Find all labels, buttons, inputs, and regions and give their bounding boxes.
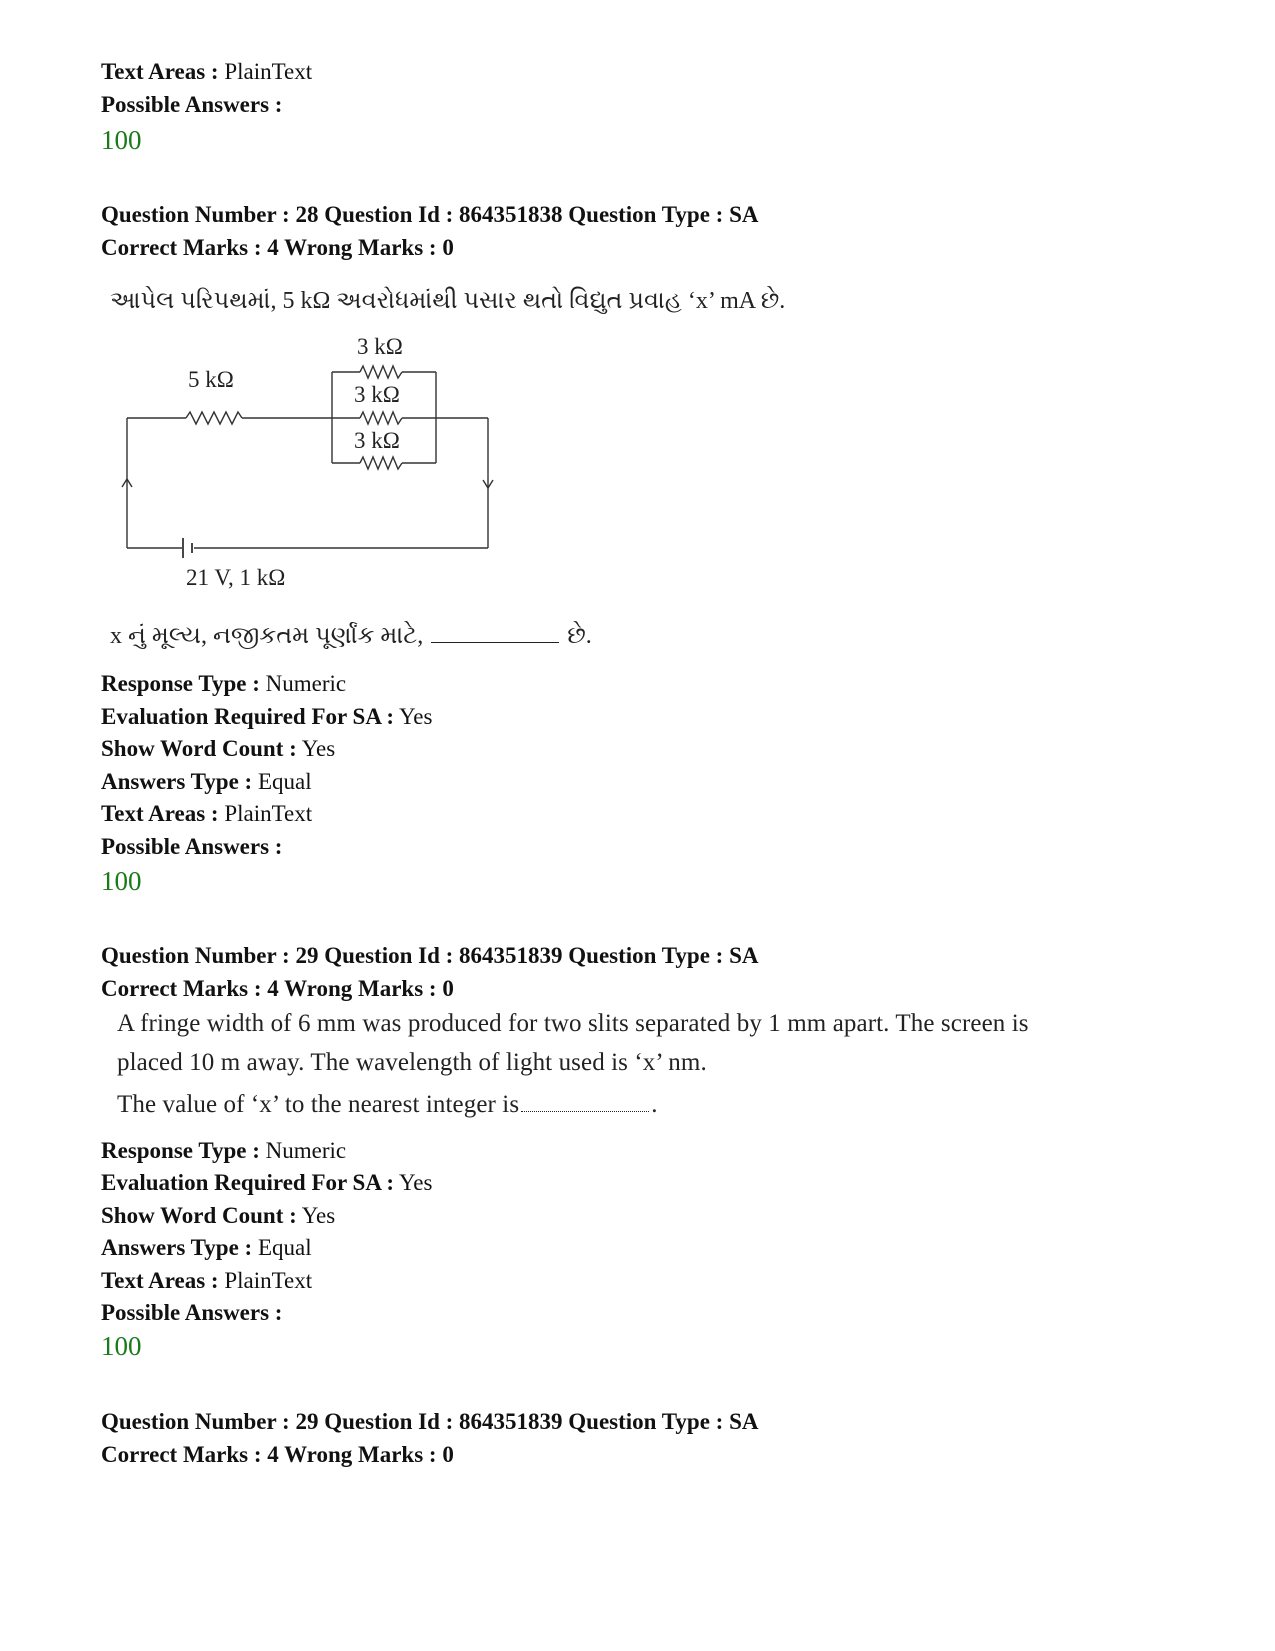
field-value: Yes (301, 1203, 336, 1228)
field-label: Possible Answers : (101, 834, 283, 859)
resistor-5k (186, 412, 242, 424)
field-label: Possible Answers : (101, 1300, 283, 1325)
question-marks (101, 234, 454, 262)
field-value: Numeric (265, 1138, 347, 1163)
field-value: PlainText (224, 1268, 313, 1293)
field-label: Answers Type : (101, 769, 253, 794)
resistor-3k-bottom (360, 457, 402, 469)
field-label: Text Areas : (101, 59, 219, 84)
question-marks (101, 975, 454, 1003)
prompt-suffix: છે. (567, 623, 592, 649)
prompt-text: The value of ‘x’ to the nearest integer is (117, 1091, 520, 1118)
question-marks-line: Correct Marks : 4 Wrong Marks : 0 (101, 235, 454, 260)
battery-icon (183, 538, 192, 558)
resistor-3k-middle (360, 412, 402, 424)
evaluation-required-row (101, 703, 432, 731)
field-label: Answers Type : (101, 1235, 253, 1260)
question-prompt: The value of ‘x’ to the nearest integer is . (117, 1091, 658, 1118)
field-label: Show Word Count : (101, 736, 297, 761)
field-value: Yes (301, 736, 336, 761)
label-5k: 5 kΩ (188, 367, 234, 392)
label-source: 21 V, 1 kΩ (186, 565, 286, 590)
field-label: Possible Answers : (101, 92, 283, 117)
prompt-text: x નું મૂલ્ય, નજીકતમ પૂર્ણાંક માટે, (110, 623, 424, 649)
question-text-line: A fringe width of 6 mm was produced for two slits separated by 1 mm apart. The screen is (117, 1010, 1029, 1037)
possible-answers-label (101, 833, 282, 861)
question-prompt (110, 623, 592, 650)
field-value: PlainText (224, 59, 313, 84)
possible-answers-label (101, 91, 282, 119)
field-label: Show Word Count : (101, 1203, 297, 1228)
possible-answers-label (101, 1299, 282, 1327)
answer-blank (521, 1110, 649, 1112)
evaluation-required-row (101, 1169, 432, 1197)
question-header (101, 942, 759, 970)
text-areas-row (101, 58, 312, 86)
question-header (101, 201, 759, 229)
resistor-3k-top (360, 366, 402, 378)
question-header-line: Question Number : 29 Question Id : 864351839 Question Type : SA (101, 1409, 759, 1434)
field-value: Yes (399, 1170, 433, 1195)
answer-blank (431, 641, 559, 643)
show-word-count-row (101, 735, 335, 763)
answers-type-row (101, 1234, 312, 1262)
question-marks-line: Correct Marks : 4 Wrong Marks : 0 (101, 976, 454, 1001)
field-value: Numeric (265, 671, 347, 696)
field-label: Text Areas : (101, 1268, 219, 1293)
label-3k-bottom: 3 kΩ (354, 428, 400, 453)
question-header (101, 1408, 759, 1436)
field-label: Evaluation Required For SA : (101, 1170, 395, 1195)
answers-type-row (101, 768, 312, 796)
question-text-line: placed 10 m away. The wavelength of light used is ‘x’ nm. (117, 1049, 707, 1076)
response-type-row (101, 670, 346, 698)
question-text: આપેલ પરિપથમાં, 5 kΩ અવરોધમાંથી પસાર થતો વિદ્યુત પ્રવાહ ‘x’ mA છે. (110, 288, 786, 314)
possible-answer-value: 100 (101, 866, 142, 896)
field-label: Text Areas : (101, 801, 219, 826)
response-type-row (101, 1137, 346, 1165)
field-value: Yes (399, 704, 433, 729)
question-marks (101, 1441, 454, 1469)
field-label: Evaluation Required For SA : (101, 704, 395, 729)
question-header-line: Question Number : 29 Question Id : 864351839 Question Type : SA (101, 943, 759, 968)
possible-answer-value: 100 (101, 125, 142, 155)
field-value: Equal (257, 1235, 312, 1260)
field-value: Equal (257, 769, 312, 794)
field-label: Response Type : (101, 1138, 260, 1163)
show-word-count-row (101, 1202, 335, 1230)
circuit-diagram (110, 335, 530, 635)
text-areas-row (101, 1267, 312, 1295)
text-areas-row (101, 800, 312, 828)
field-value: PlainText (224, 801, 313, 826)
question-marks-line: Correct Marks : 4 Wrong Marks : 0 (101, 1442, 454, 1467)
possible-answer-value: 100 (101, 1331, 142, 1361)
label-3k-top: 3 kΩ (357, 335, 403, 359)
question-header-line: Question Number : 28 Question Id : 864351838 Question Type : SA (101, 202, 759, 227)
field-label: Response Type : (101, 671, 260, 696)
label-3k-middle: 3 kΩ (354, 382, 400, 407)
